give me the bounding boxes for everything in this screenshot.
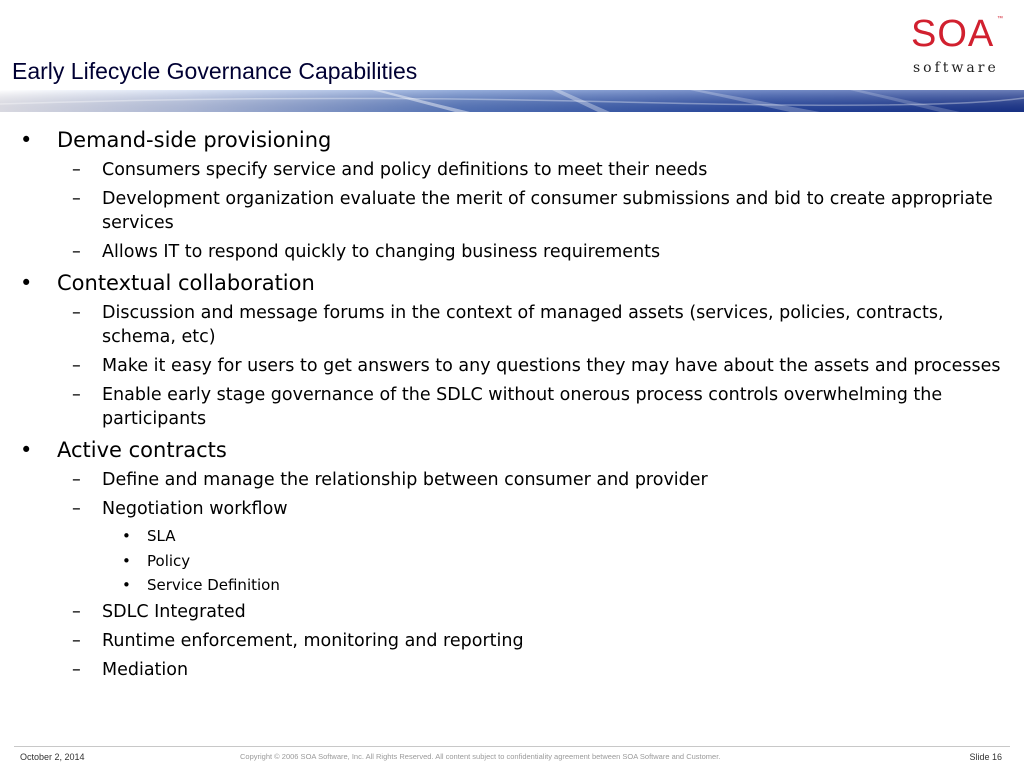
footer-copyright: Copyright © 2006 SOA Software, Inc. All Rights Reserved. All content subject to confidentiality agreement between SOA Software and Customer. [240, 752, 721, 761]
sub-sub-bullet [0, 551, 1024, 571]
bullet-dot-icon: • [122, 576, 131, 594]
logo-trademark: ™ [997, 16, 1003, 22]
bullet-demand-side-provisioning [0, 126, 1024, 154]
sub-bullet-text: Make it easy for users to get answers to any questions they may have about the assets and processes [102, 356, 1001, 376]
bullet-dot-icon: • [20, 438, 33, 462]
dash-icon: – [72, 189, 81, 209]
dash-icon: – [72, 303, 81, 323]
soa-software-logo [905, 14, 1015, 80]
bullet-dot-icon: • [122, 527, 131, 545]
dash-icon: – [72, 242, 81, 262]
sub-sub-bullet [0, 575, 1024, 595]
sub-bullet [0, 497, 1024, 521]
dash-icon: – [72, 160, 81, 180]
bullet-active-contracts [0, 436, 1024, 464]
sub-bullet-text: Define and manage the relationship between consumer and provider [102, 470, 708, 490]
bullet-text: Demand-side provisioning [57, 128, 332, 152]
dash-icon: – [72, 630, 81, 651]
bullet-dot-icon: • [20, 128, 33, 152]
sub-bullet-text: SDLC Integrated [102, 601, 246, 622]
footer-divider [14, 746, 1010, 747]
sub-bullet [0, 301, 1024, 349]
sub-bullet-text: Development organization evaluate the merit of consumer submissions and bid to create appropriate services [102, 189, 993, 233]
sub-sub-bullet-text: Service Definition [147, 576, 280, 594]
sub-bullet [0, 383, 1024, 431]
sub-sub-bullet [0, 526, 1024, 546]
sub-bullet-text: Enable early stage governance of the SDLC without onerous process controls overwhelming the participants [102, 385, 943, 429]
sub-bullet-text: Negotiation workflow [102, 499, 288, 519]
bullet-text: Contextual collaboration [57, 271, 315, 295]
sub-bullet-text: Discussion and message forums in the context of managed assets (services, policies, contracts, schema, etc) [102, 303, 944, 347]
logo-subtitle: software [913, 60, 999, 76]
sub-bullet [0, 240, 1024, 264]
sub-bullet [0, 629, 1024, 653]
dash-icon: – [72, 601, 81, 622]
sub-bullet-text: Consumers specify service and policy definitions to meet their needs [102, 160, 708, 180]
sub-bullet [0, 187, 1024, 235]
sub-bullet [0, 354, 1024, 378]
slide-body [0, 124, 1024, 687]
sub-bullet [0, 658, 1024, 682]
dash-icon: – [72, 385, 81, 405]
sub-sub-bullet-text: Policy [147, 551, 191, 570]
dash-icon: – [72, 499, 81, 519]
sub-bullet [0, 158, 1024, 182]
bullet-dot-icon: • [20, 271, 33, 295]
sub-bullet-text: Runtime enforcement, monitoring and reporting [102, 630, 524, 651]
slide-title: Early Lifecycle Governance Capabilities [12, 58, 418, 84]
bullet-dot-icon: • [122, 551, 131, 570]
sub-bullet-text: Mediation [102, 659, 189, 680]
sub-bullet [0, 600, 1024, 624]
sub-bullet [0, 468, 1024, 492]
dash-icon: – [72, 659, 81, 680]
dash-icon: – [72, 470, 81, 490]
bullet-text: Active contracts [57, 438, 227, 462]
header-banner [0, 90, 1024, 112]
sub-bullet-text: Allows IT to respond quickly to changing business requirements [102, 242, 661, 262]
bullet-contextual-collaboration [0, 269, 1024, 297]
logo-wordmark: SOA [911, 13, 995, 55]
sub-sub-bullet-text: SLA [147, 527, 176, 545]
footer-date: October 2, 2014 [20, 752, 85, 762]
footer-slide-number: Slide 16 [969, 752, 1002, 762]
dash-icon: – [72, 356, 81, 376]
